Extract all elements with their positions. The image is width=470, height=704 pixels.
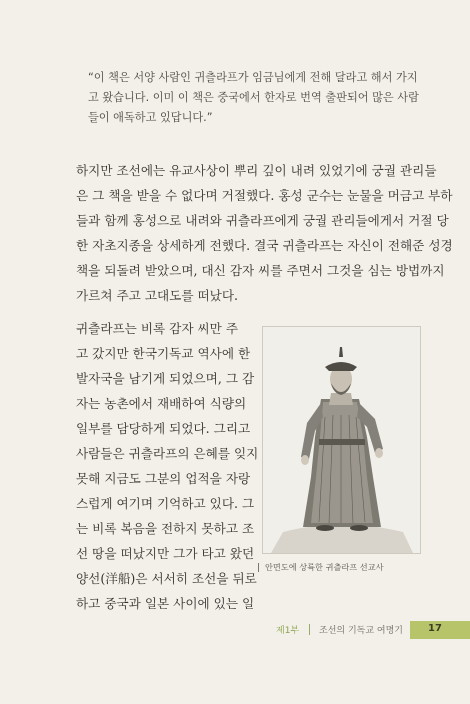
caption-bar (258, 563, 259, 572)
quote-line: 고 왔습니다. 이미 이 책은 중국에서 한자로 번역 출판되어 많은 사람 (88, 91, 419, 104)
page-footer (0, 621, 470, 639)
body-line: 한 자초지종을 상세하게 전했다. 결국 귀츨라프는 자신이 전해준 성경 (76, 238, 453, 253)
body-line: 하지만 조선에는 유교사상이 뿌리 깊이 내려 있었기에 궁궐 관리들 (76, 163, 437, 178)
body-paragraph-1 (76, 158, 453, 308)
body-line: 자는 농촌에서 재배하여 식량의 (76, 396, 247, 411)
body-line: 일부를 담당하게 되었다. 그리고 (76, 421, 251, 436)
quote-line: “이 책은 서양 사람인 귀츨라프가 임금님에게 전해 달라고 해서 가지 (88, 71, 418, 84)
body-line: 선 땅을 떠났지만 그가 타고 왔던 (76, 546, 255, 561)
body-line: 귀츨라프는 비록 감자 씨만 주 (76, 321, 238, 336)
body-line: 고 갔지만 한국기독교 역사에 한 (76, 346, 251, 361)
caption-text: 안면도에 상륙한 귀츨라프 선교사 (265, 562, 384, 572)
quote-block (88, 68, 419, 128)
figure-caption (258, 562, 428, 573)
body-line: 하고 중국과 일본 사이에 있는 일 (76, 596, 255, 611)
body-line: 들과 함께 홍성으로 내려와 귀츨라프에게 궁궐 관리들에게서 거절 당 (76, 213, 449, 228)
engraving-figure (263, 327, 420, 553)
body-line: 발자국을 남기게 되었으며, 그 감 (76, 371, 255, 386)
body-line: 가르쳐 주고 고대도를 떠났다. (76, 288, 238, 303)
body-line: 양선(洋船)은 서서히 조선을 뒤로 (76, 571, 257, 586)
body-paragraph-2 (76, 316, 259, 616)
footer-separator (309, 624, 310, 635)
body-line: 사람들은 귀츨라프의 은혜를 잊지 (76, 446, 259, 461)
body-line: 은 그 책을 받을 수 없다며 거절했다. 홍성 군수는 눈물을 머금고 부하 (76, 188, 453, 203)
body-line: 책을 되돌려 받았으며, 대신 감자 씨를 주면서 그것을 심는 방법까지 (76, 263, 445, 278)
body-line: 못해 지금도 그분의 업적을 자랑 (76, 471, 251, 486)
body-line: 는 비록 복음을 전하지 못하고 조 (76, 521, 255, 536)
quote-line: 들이 애독하고 있답니다.” (88, 111, 213, 124)
footer-part-label: 제1부 (276, 626, 300, 636)
body-line: 스럽게 여기며 기억하고 있다. 그 (76, 496, 255, 511)
page-number: 17 (428, 623, 442, 634)
footer-chapter-title: 조선의 기독교 여명기 (319, 626, 403, 636)
illustration-gutzlaff (262, 326, 421, 554)
